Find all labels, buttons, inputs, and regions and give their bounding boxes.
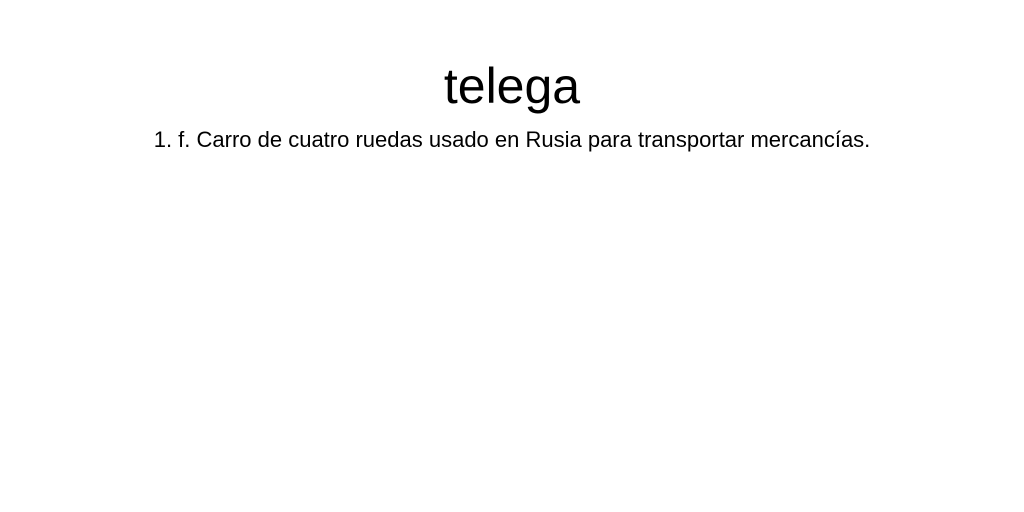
definition-1: 1. f. Carro de cuatro ruedas usado en Rusia para transportar mercancías.: [153, 127, 871, 152]
headword: telega: [443, 58, 581, 114]
